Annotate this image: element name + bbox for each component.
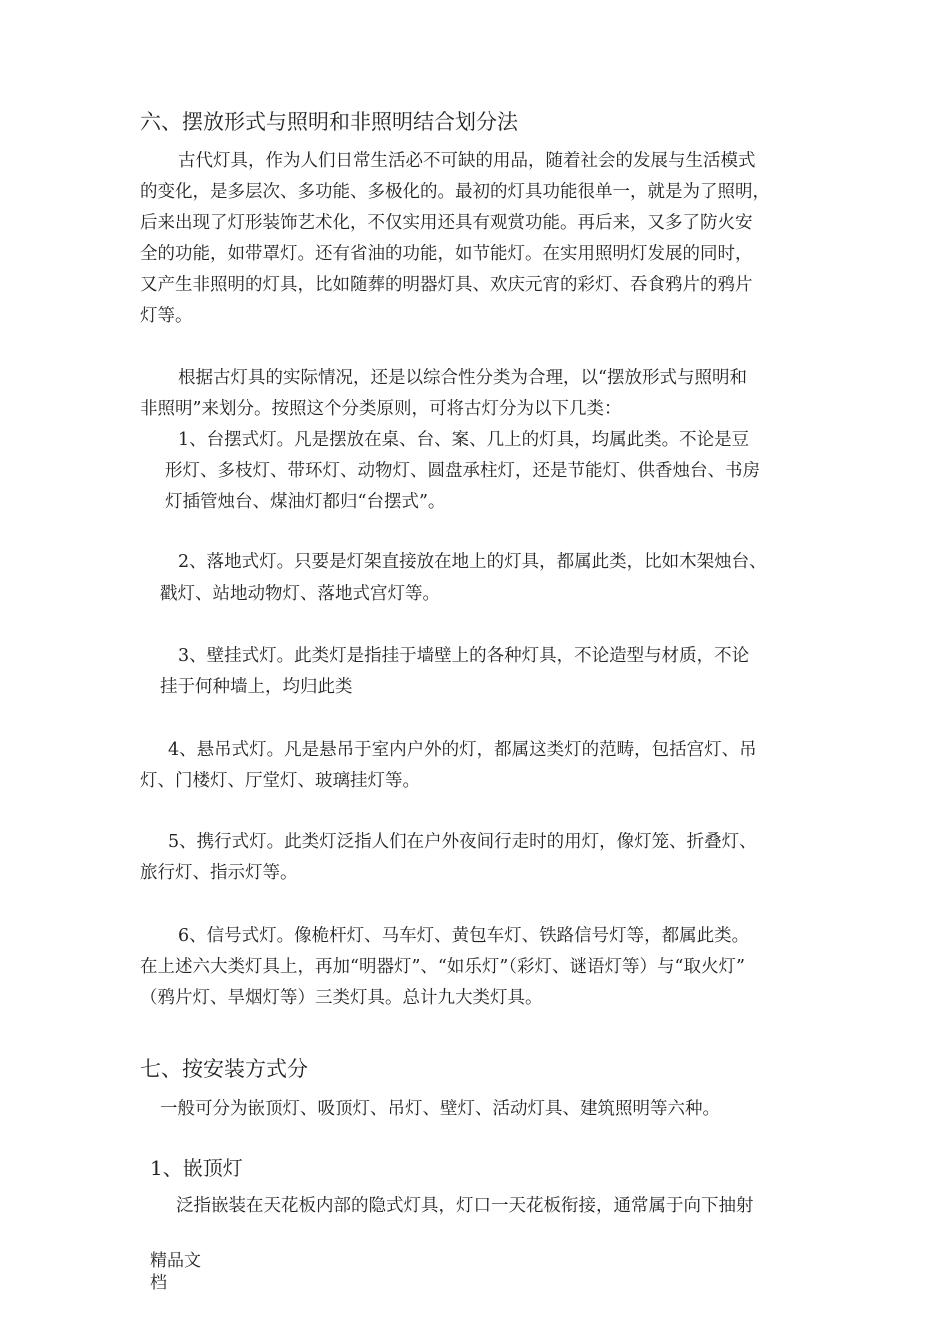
section-heading-7: 七、按安装方式分 bbox=[140, 1057, 308, 1081]
text-line: 在上述六大类灯具上，再加“明器灯”、“如乐灯”（彩灯、谜语灯等）与“取火灯” bbox=[140, 957, 745, 977]
text-line: 后来出现了灯形装饰艺术化，不仅实用还具有观赏功能。再后来，又多了防火安 bbox=[140, 213, 753, 233]
text-line: 灯等。 bbox=[140, 306, 193, 326]
text-line: 根据古灯具的实际情况，还是以综合性分类为合理，以“摆放形式与照明和 bbox=[178, 368, 747, 388]
footer-line: 精品文 bbox=[150, 1251, 201, 1271]
text-line: 2、落地式灯。只要是灯架直接放在地上的灯具，都属此类，比如木架烛台、 bbox=[178, 552, 767, 572]
text-line: 挂于何种墙上，均归此类 bbox=[160, 677, 353, 697]
section-heading-6: 六、摆放形式与照明和非照明结合划分法 bbox=[140, 110, 518, 134]
text-line: 古代灯具，作为人们日常生活必不可缺的用品，随着社会的发展与生活模式 bbox=[178, 151, 756, 171]
text-line: 4、悬吊式灯。凡是悬吊于室内户外的灯，都属这类灯的范畴，包括宫灯、吊 bbox=[168, 740, 757, 760]
recessed-lamp-paragraph: 泛指嵌装在天花板内部的隐式灯具，灯口一天花板衔接，通常属于向下抽射 bbox=[176, 1196, 754, 1216]
text-line: 旅行灯、指示灯等。 bbox=[140, 863, 298, 883]
text-line: 又产生非照明的灯具，比如随葬的明器灯具、欢庆元宵的彩灯、吞食鸦片的鸦片 bbox=[140, 275, 753, 295]
text-line: 全的功能，如带罩灯。还有省油的功能，如节能灯。在实用照明灯发展的同时， bbox=[140, 244, 753, 264]
text-line: 的变化，是多层次、多功能、多极化的。最初的灯具功能很单一，就是为了照明， bbox=[140, 182, 770, 202]
text-line: 灯插管烛台、煤油灯都归“台摆式”。 bbox=[165, 492, 446, 512]
text-line: 非照明”来划分。按照这个分类原则，可将古灯分为以下几类： bbox=[140, 399, 622, 419]
text-line: 3、壁挂式灯。此类灯是指挂于墙壁上的各种灯具，不论造型与材质，不论 bbox=[178, 646, 750, 666]
text-line: 戳灯、站地动物灯、落地式宫灯等。 bbox=[160, 584, 440, 604]
text-line: 形灯、多枝灯、带环灯、动物灯、圆盘承柱灯，还是节能灯、供香烛台、书房 bbox=[165, 461, 760, 481]
text-line: （鸦片灯、旱烟灯等）三类灯具。总计九大类灯具。 bbox=[140, 988, 543, 1008]
text-line: 5、携行式灯。此类灯泛指人们在户外夜间行走时的用灯，像灯笼、折叠灯、 bbox=[168, 832, 757, 852]
install-types-paragraph: 一般可分为嵌顶灯、吸顶灯、吊灯、壁灯、活动灯具、建筑照明等六种。 bbox=[160, 1099, 720, 1119]
text-line: 灯、门楼灯、厅堂灯、玻璃挂灯等。 bbox=[140, 771, 420, 791]
footer-watermark bbox=[150, 1250, 201, 1294]
text-line: 6、信号式灯。像桅杆灯、马车灯、黄包车灯、铁路信号灯等，都属此类。 bbox=[178, 926, 750, 946]
footer-line: 档 bbox=[150, 1273, 167, 1293]
text-line: 1、台摆式灯。凡是摆放在桌、台、案、几上的灯具，均属此类。不论是豆 bbox=[178, 430, 750, 450]
subheading-recessed-lamp: 1、嵌顶灯 bbox=[150, 1156, 243, 1180]
